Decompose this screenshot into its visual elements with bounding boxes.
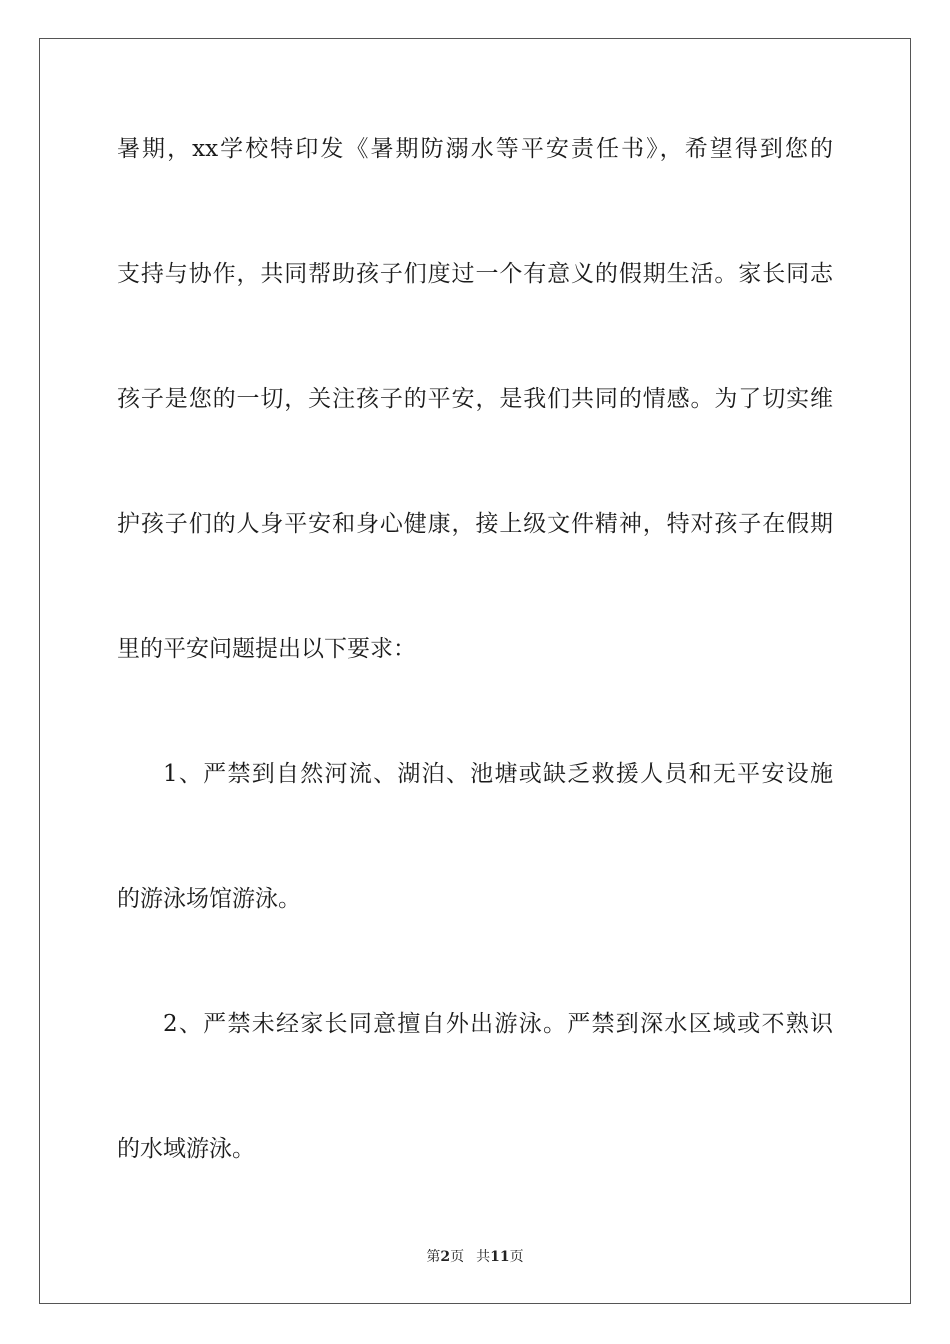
list-item-2-line-1: 2、严禁未经家长同意擅自外出游泳。严禁到深水区域或不熟识 xyxy=(163,1011,833,1037)
total-pages: 11 xyxy=(490,1249,510,1265)
paragraph-line-5: 里的平安问题提出以下要求： xyxy=(117,636,416,662)
page-border xyxy=(39,38,911,1304)
paragraph-line-2: 支持与协作，共同帮助孩子们度过一个有意义的假期生活。家长同志 xyxy=(117,261,833,287)
page-prefix: 第 xyxy=(426,1249,441,1265)
total-prefix: 共 xyxy=(476,1249,491,1265)
page-number: 2 xyxy=(440,1249,451,1265)
page-footer xyxy=(0,1248,950,1266)
page-suffix: 页 xyxy=(450,1249,465,1265)
paragraph-line-3: 孩子是您的一切，关注孩子的平安，是我们共同的情感。为了切实维 xyxy=(117,386,833,412)
paragraph-line-1: 暑期，xx学校特印发《暑期防溺水等平安责任书》，希望得到您的 xyxy=(117,136,833,162)
list-item-2-line-2: 的水域游泳。 xyxy=(117,1136,255,1162)
list-item-1-line-2: 的游泳场馆游泳。 xyxy=(117,886,301,912)
paragraph-line-4: 护孩子们的人身平安和身心健康，接上级文件精神，特对孩子在假期 xyxy=(117,511,833,537)
list-item-1-line-1: 1、严禁到自然河流、湖泊、池塘或缺乏救援人员和无平安设施 xyxy=(163,761,833,787)
total-suffix: 页 xyxy=(509,1249,524,1265)
